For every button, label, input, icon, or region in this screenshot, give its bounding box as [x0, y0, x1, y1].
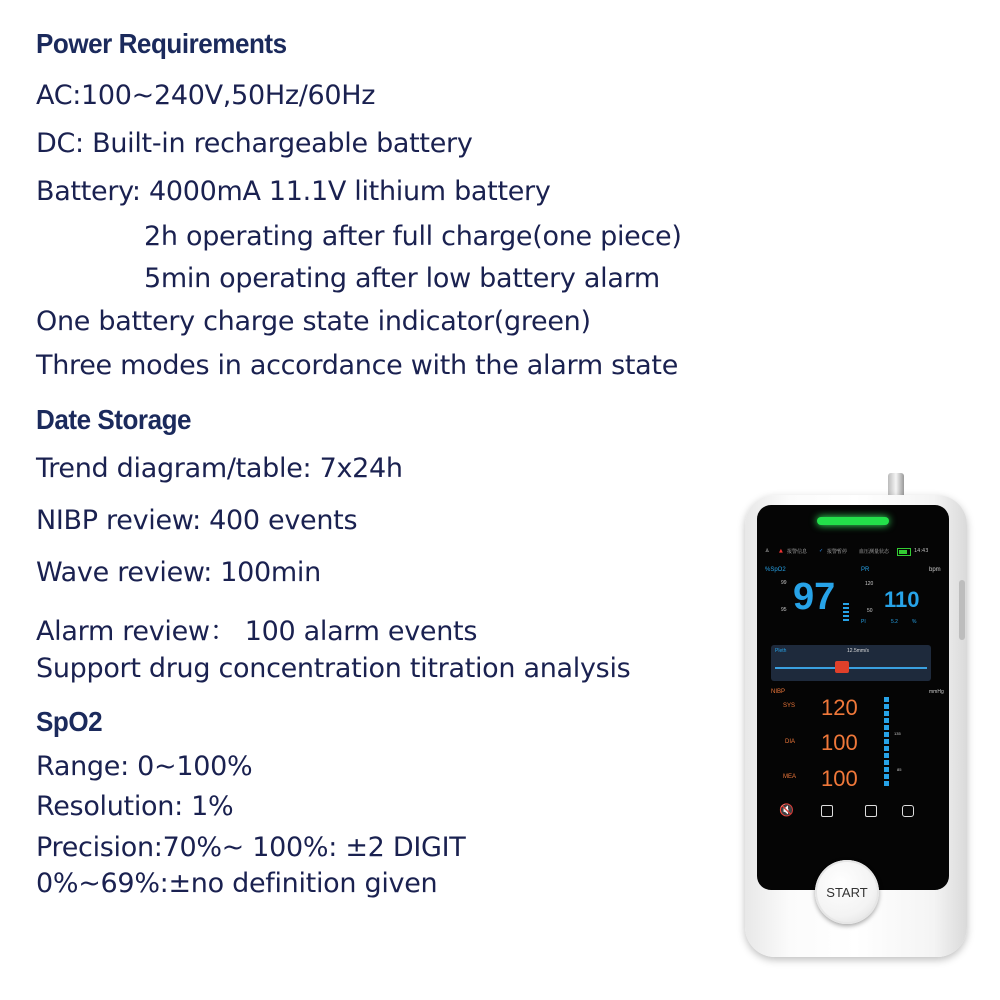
power-heading: Power Requirements — [36, 28, 287, 59]
spo2-low-limit: 95 — [781, 607, 787, 613]
pi-unit: % — [912, 619, 917, 625]
scale-high: 135 — [894, 731, 901, 736]
power-low-battery-line: 5min operating after low battery alarm — [144, 263, 660, 294]
dia-value: 100 — [821, 730, 858, 755]
power-modes-line: Three modes in accordance with the alarm state — [36, 350, 679, 381]
spo2-heading: SpO2 — [36, 706, 103, 737]
pr-unit: bpm — [929, 567, 941, 573]
side-button — [959, 580, 965, 640]
bp-status-text: 血压测量状态 — [859, 549, 890, 555]
spo2-label: %SpO2 — [765, 567, 786, 573]
nibp-scale — [884, 697, 889, 788]
spo2-high-limit: 99 — [781, 580, 787, 586]
stop-icon[interactable] — [902, 805, 914, 817]
power-operating-line: 2h operating after full charge(one piece) — [144, 221, 682, 252]
spo2-resolution-line: Resolution: 1% — [36, 791, 234, 822]
storage-trend-line: Trend diagram/table: 7x24h — [36, 453, 403, 484]
storage-nibp-line: NIBP review: 400 events — [36, 505, 358, 536]
mea-label: MEA — [783, 774, 797, 780]
start-button[interactable]: START — [815, 860, 879, 924]
power-ac-line: AC:100~240V,50Hz/60Hz — [36, 80, 376, 111]
nibp-unit: mmHg — [929, 689, 944, 695]
pr-value: 110 — [884, 587, 920, 612]
pr-high-limit: 120 — [865, 581, 874, 587]
check-icon: ✓ — [819, 548, 824, 554]
pr-label: PR — [861, 567, 870, 573]
device-screen — [757, 505, 949, 890]
spo2-definition-line: 0%~69%:±no definition given — [36, 868, 438, 899]
sys-value: 120 — [821, 695, 858, 720]
pleth-waveform — [775, 667, 927, 669]
patient-icon: ♙ — [765, 548, 770, 554]
sys-label: SYS — [783, 703, 796, 709]
storage-titration-line: Support drug concentration titration analysis — [36, 653, 631, 684]
mea-value: 100 — [821, 766, 858, 791]
power-battery-line: Battery: 4000mA 11.1V lithium battery — [36, 176, 551, 207]
storage-heading: Date Storage — [36, 404, 192, 435]
nibp-label: NIBP — [771, 689, 786, 695]
spo2-range-line: Range: 0~100% — [36, 751, 253, 782]
alarm-pause-text: 报警暂停 — [827, 549, 848, 555]
scale-low: 85 — [897, 767, 902, 772]
dia-label: DIA — [785, 739, 796, 745]
alarm-triangle-icon: ▲ — [779, 548, 783, 554]
pleth-panel — [771, 645, 931, 681]
storage-alarm-line: Alarm review： 100 alarm events — [36, 616, 478, 647]
pr-low-limit: 50 — [867, 608, 873, 614]
mute-icon[interactable]: 🔇 — [779, 803, 794, 817]
power-dc-line: DC: Built-in rechargeable battery — [36, 128, 473, 159]
power-indicator-line: One battery charge state indicator(green) — [36, 306, 591, 337]
spo2-bar-graph — [843, 603, 849, 621]
battery-icon — [897, 548, 911, 556]
status-led — [817, 517, 889, 525]
clock-text: 14:43 — [914, 548, 929, 554]
status-bar — [757, 545, 949, 559]
pleth-label: Pleth — [775, 648, 787, 654]
play-icon[interactable] — [821, 805, 833, 817]
pi-value: 5.2 — [891, 619, 898, 625]
storage-wave-line: Wave review: 100min — [36, 557, 321, 588]
pi-label: PI — [861, 619, 866, 625]
pleth-speed: 12.5mm/s — [847, 648, 869, 654]
list-icon[interactable] — [865, 805, 877, 817]
spo2-precision-line: Precision:70%~ 100%: ±2 DIGIT — [36, 832, 466, 863]
pleth-freeze-icon — [835, 661, 849, 673]
spo2-value: 97 — [793, 576, 836, 618]
alarm-info-text: 报警信息 — [787, 549, 808, 555]
